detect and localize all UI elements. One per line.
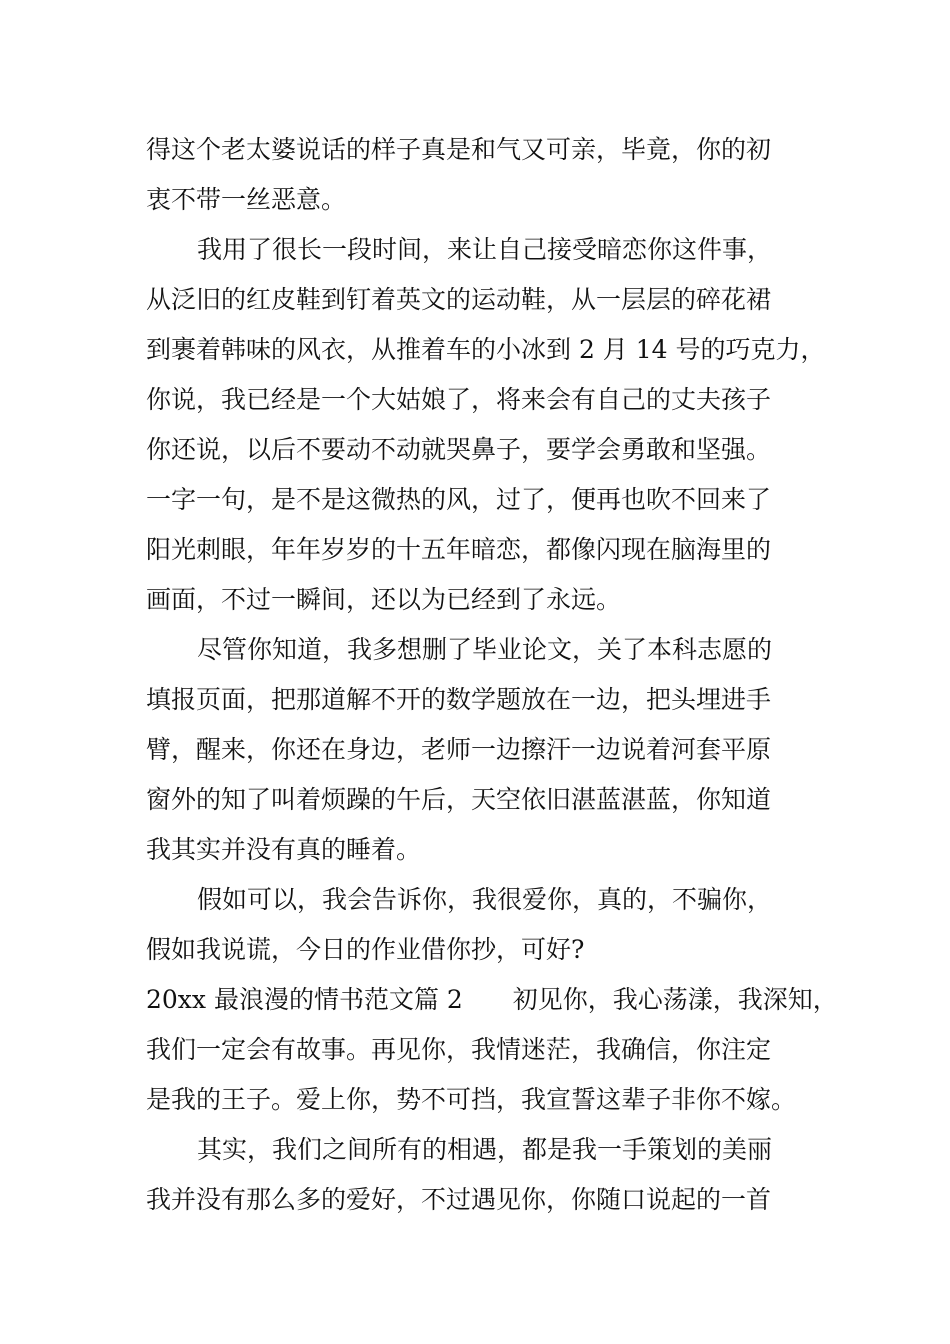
- text-line: 衷不带一丝恶意。: [146, 185, 347, 214]
- text-line: 我们一定会有故事。再见你，我情迷茫，我确信，你注定: [146, 1035, 772, 1064]
- text-line: 你说，我已经是一个大姑娘了，将来会有自己的丈夫孩子: [146, 385, 772, 414]
- text-line: 我并没有那么多的爱好，不过遇见你，你随口说起的一首: [146, 1185, 772, 1214]
- text-line: 得这个老太婆说话的样子真是和气又可亲，毕竟，你的初: [146, 135, 772, 164]
- text-line: 是我的王子。爱上你，势不可挡，我宣誓这辈子非你不嫁。: [146, 1085, 797, 1114]
- text-line: 填报页面，把那道解不开的数学题放在一边，把头埋进手: [146, 685, 772, 714]
- text-line: 一字一句，是不是这微热的风，过了，便再也吹不回来了: [146, 485, 772, 514]
- text-line: 到裹着韩味的风衣，从推着车的小冰到 2 月 14 号的巧克力，: [146, 335, 826, 364]
- text-line: 你还说，以后不要动不动就哭鼻子，要学会勇敢和坚强。: [146, 435, 772, 464]
- text-line: 臂，醒来，你还在身边，老师一边擦汗一边说着河套平原: [146, 735, 772, 764]
- section-heading-line: 20xx 最浪漫的情书范文篇 2 初见你，我心荡漾，我深知，: [146, 985, 838, 1014]
- text-line: 阳光刺眼，年年岁岁的十五年暗恋，都像闪现在脑海里的: [146, 535, 772, 564]
- text-line: 从泛旧的红皮鞋到钉着英文的运动鞋，从一层层的碎花裙: [146, 285, 772, 314]
- text-line: 画面，不过一瞬间，还以为已经到了永远。: [146, 585, 622, 614]
- text-line: 窗外的知了叫着烦躁的午后，天空依旧湛蓝湛蓝，你知道: [146, 785, 772, 814]
- paragraph-first-line: 其实，我们之间所有的相遇，都是我一手策划的美丽: [197, 1135, 773, 1164]
- paragraph-first-line: 我用了很长一段时间，来让自己接受暗恋你这件事，: [197, 235, 773, 264]
- paragraph-first-line: 尽管你知道，我多想删了毕业论文，关了本科志愿的: [197, 635, 773, 664]
- text-line: 假如我说谎，今日的作业借你抄，可好?: [146, 935, 585, 964]
- text-line: 我其实并没有真的睡着。: [146, 835, 422, 864]
- paragraph-first-line: 假如可以，我会告诉你，我很爱你，真的，不骗你，: [197, 885, 773, 914]
